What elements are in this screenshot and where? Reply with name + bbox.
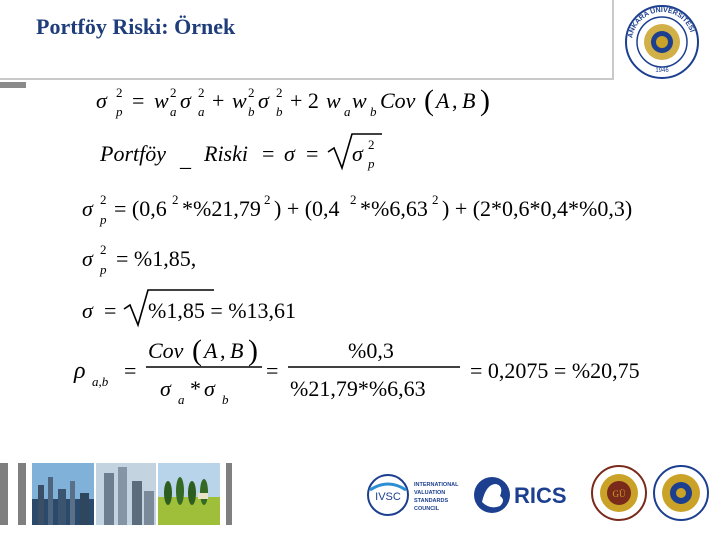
footer-grey-bar-3 bbox=[226, 463, 232, 525]
svg-text:σ: σ bbox=[82, 196, 93, 221]
rics-text: RICS bbox=[514, 483, 567, 508]
svg-text:2: 2 bbox=[248, 85, 255, 100]
svg-text:w: w bbox=[326, 88, 341, 113]
svg-text:VALUATION: VALUATION bbox=[414, 490, 446, 496]
gazi-university-logo bbox=[590, 464, 648, 522]
svg-text:*: * bbox=[190, 376, 201, 401]
svg-text:=: = bbox=[262, 141, 275, 166]
rics-logo bbox=[470, 470, 580, 520]
logo-ring-text: ANKARA ÜNİVERSİTESİ bbox=[627, 6, 696, 39]
svg-text:σ: σ bbox=[180, 88, 191, 113]
svg-text:%1,85 = %13,61: %1,85 = %13,61 bbox=[148, 298, 297, 323]
svg-text:%0,3: %0,3 bbox=[348, 338, 394, 363]
ivsc-logo bbox=[366, 470, 466, 520]
svg-text:ρ: ρ bbox=[74, 358, 86, 384]
svg-text:A: A bbox=[436, 88, 450, 113]
logo-year: 1946 bbox=[655, 68, 669, 74]
svg-text:2: 2 bbox=[368, 137, 375, 152]
svg-text:2: 2 bbox=[198, 85, 205, 100]
svg-text:*%21,79: *%21,79 bbox=[182, 196, 261, 221]
formula-variance-result bbox=[82, 242, 196, 277]
svg-text:a: a bbox=[170, 104, 177, 119]
svg-text:=: = bbox=[266, 358, 279, 383]
svg-text:a: a bbox=[178, 392, 185, 407]
svg-text:p: p bbox=[100, 262, 107, 277]
svg-text:Riski: Riski bbox=[204, 141, 248, 166]
svg-text:(: ( bbox=[424, 84, 434, 117]
svg-text:p: p bbox=[116, 104, 123, 119]
svg-text:_: _ bbox=[180, 146, 191, 171]
svg-text:2: 2 bbox=[116, 85, 123, 100]
svg-text:=: = bbox=[306, 141, 319, 166]
svg-text:Cov: Cov bbox=[380, 88, 416, 113]
svg-text:σ: σ bbox=[204, 376, 215, 401]
svg-text:w: w bbox=[232, 88, 247, 113]
svg-text:2: 2 bbox=[100, 192, 107, 207]
svg-text:b: b bbox=[370, 104, 377, 119]
ankara-university-footer-logo bbox=[652, 464, 710, 522]
svg-text:σ: σ bbox=[160, 376, 171, 401]
formula-portfolio-variance bbox=[96, 84, 490, 119]
svg-text:B: B bbox=[230, 338, 244, 363]
svg-text:2: 2 bbox=[100, 242, 107, 257]
svg-text:= (0,6: = (0,6 bbox=[114, 196, 167, 221]
svg-text:%21,79*%6,63: %21,79*%6,63 bbox=[290, 376, 426, 401]
svg-text:σ: σ bbox=[82, 246, 93, 271]
svg-text:INTERNATIONAL: INTERNATIONAL bbox=[414, 482, 459, 488]
svg-text:+: + bbox=[212, 88, 225, 113]
svg-text:σ: σ bbox=[96, 88, 107, 113]
svg-text:A: A bbox=[204, 338, 218, 363]
svg-text:2: 2 bbox=[276, 85, 283, 100]
footer-grey-bar-2 bbox=[18, 463, 26, 525]
svg-text:,: , bbox=[452, 88, 458, 113]
ivsc-text: IVSC bbox=[375, 491, 401, 503]
svg-text:w: w bbox=[352, 88, 367, 113]
svg-text:= %1,85,: = %1,85, bbox=[116, 246, 197, 271]
formula-variance-calculation bbox=[82, 192, 632, 227]
svg-text:2: 2 bbox=[170, 85, 177, 100]
svg-text:b: b bbox=[276, 104, 283, 119]
svg-text:b: b bbox=[248, 104, 255, 119]
svg-text:p: p bbox=[368, 156, 375, 171]
landscape-photo bbox=[158, 463, 220, 525]
svg-text:) + (2*0,6*0,4*%0,3): ) + (2*0,6*0,4*%0,3) bbox=[442, 196, 633, 221]
footer-grey-bar-1 bbox=[0, 463, 8, 525]
svg-text:=: = bbox=[132, 88, 145, 113]
svg-text:+ 2: + 2 bbox=[290, 88, 319, 113]
svg-text:σ: σ bbox=[284, 141, 295, 166]
formula-std-deviation bbox=[82, 290, 296, 325]
svg-text:STANDARDS: STANDARDS bbox=[414, 498, 449, 504]
svg-text:b: b bbox=[222, 392, 229, 407]
svg-text:): ) bbox=[248, 334, 258, 367]
svg-text:(: ( bbox=[192, 334, 202, 367]
svg-text:p: p bbox=[100, 212, 107, 227]
formula-portfolio-risk bbox=[99, 134, 382, 171]
svg-text:2: 2 bbox=[172, 192, 179, 207]
svg-text:): ) bbox=[480, 84, 490, 117]
svg-text:σ: σ bbox=[352, 141, 363, 166]
svg-text:2: 2 bbox=[432, 192, 439, 207]
svg-text:GÜ: GÜ bbox=[612, 489, 626, 499]
svg-text:Cov: Cov bbox=[148, 338, 184, 363]
svg-text:COUNCIL: COUNCIL bbox=[414, 506, 440, 512]
city-skyline-photo bbox=[32, 463, 94, 525]
svg-text:) + (0,4: ) + (0,4 bbox=[274, 196, 340, 221]
slide-title: Portföy Riski: Örnek bbox=[36, 14, 236, 39]
svg-text:a: a bbox=[344, 104, 351, 119]
svg-text:2: 2 bbox=[264, 192, 271, 207]
svg-text:σ: σ bbox=[82, 298, 93, 323]
svg-text:a,b: a,b bbox=[92, 374, 109, 389]
svg-text:*%6,63: *%6,63 bbox=[360, 196, 428, 221]
svg-text:2: 2 bbox=[350, 192, 357, 207]
svg-text:a: a bbox=[198, 104, 205, 119]
svg-text:B: B bbox=[462, 88, 476, 113]
svg-text:= 0,2075 = %20,75: = 0,2075 = %20,75 bbox=[470, 358, 640, 383]
svg-text:=: = bbox=[104, 298, 117, 323]
formula-correlation bbox=[73, 334, 640, 407]
svg-text:σ: σ bbox=[258, 88, 269, 113]
svg-text:=: = bbox=[124, 358, 137, 383]
svg-text:,: , bbox=[220, 338, 226, 363]
svg-text:w: w bbox=[154, 88, 169, 113]
towers-photo bbox=[96, 463, 156, 525]
svg-text:Portföy: Portföy bbox=[100, 141, 166, 166]
